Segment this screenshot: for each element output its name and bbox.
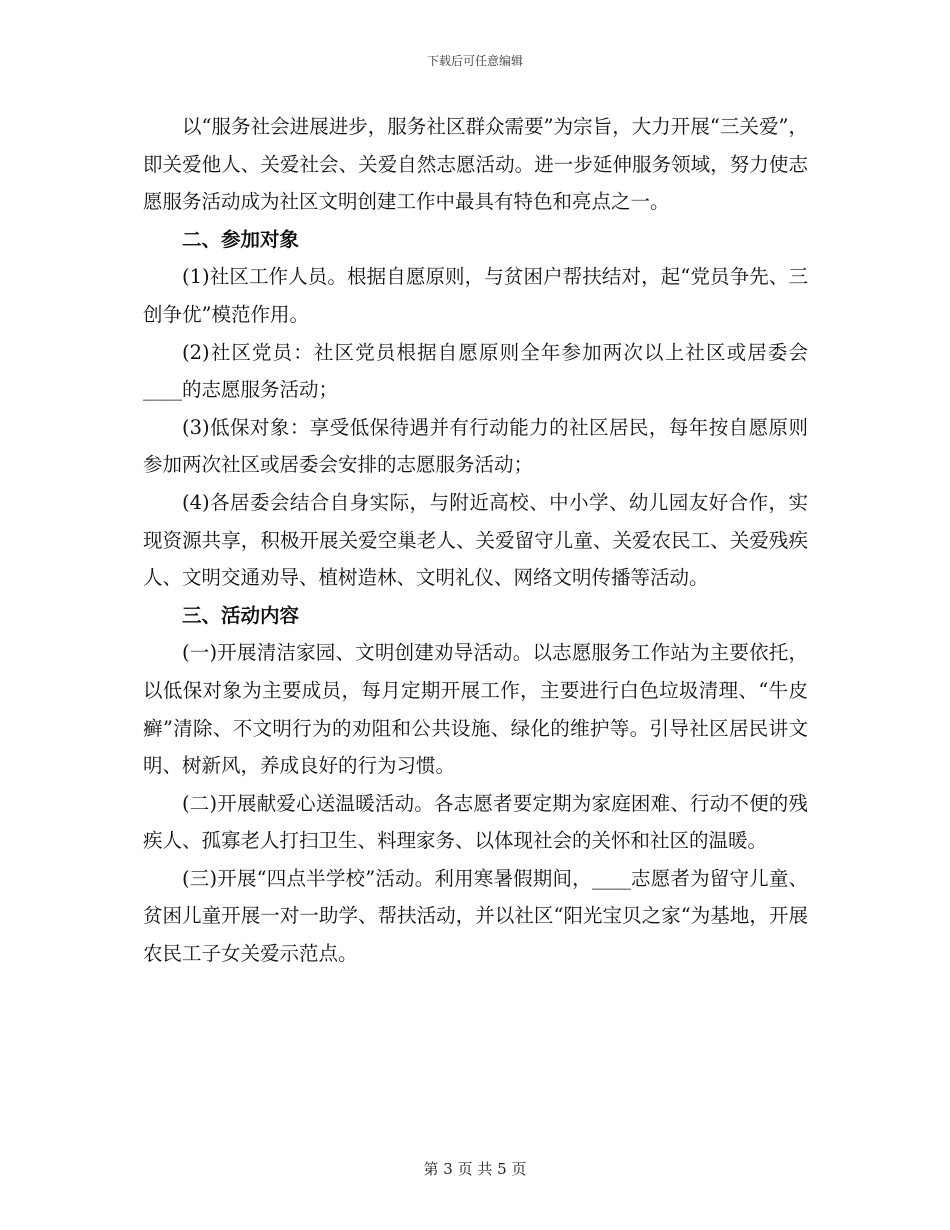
page-number: 第 3 页 共 5 页: [423, 1160, 527, 1178]
participant-item-2: (2)社区党员：社区党员根据自愿原则全年参加两次以上社区或居委会____的志愿服务活动；: [143, 340, 808, 402]
participant-item-1: (1)社区工作人员。根据自愿原则，与贫困户帮扶结对，起“党员争先、三创争优”模范作用。: [143, 265, 808, 326]
section-heading-activities: 三、活动内容: [182, 603, 300, 627]
intro-paragraph: 以“服务社会进展进步，服务社区群众需要”为宗旨，大力开展“三关爱”，即关爱他人、关爱社会、关爱自然志愿活动。进一步延伸服务领域，努力使志愿服务活动成为社区文明创建工作中最具有特色和亮点之一。: [143, 115, 808, 214]
section-heading-participants: 二、参加对象: [182, 227, 300, 251]
participant-item-3: (3)低保对象：享受低保待遇并有行动能力的社区居民，每年按自愿原则参加两次社区或居委会安排的志愿服务活动；: [143, 415, 808, 477]
activity-item-2: (二)开展献爱心送温暖活动。各志愿者要定期为家庭困难、行动不便的残疾人、孤寡老人打扫卫生、料理家务、以体现社会的关怀和社区的温暖。: [143, 791, 808, 853]
document-body: [143, 108, 808, 973]
activity-item-3: (三)开展“四点半学校”活动。利用寒暑假期间，____志愿者为留守儿童、贫困儿童开展一对一助学、帮扶活动，并以社区“阳光宝贝之家“为基地，开展农民工子女关爱示范点。: [143, 866, 808, 966]
activity-item-1: (一)开展清洁家园、文明创建劝导活动。以志愿服务工作站为主要依托，以低保对象为主要成员，每月定期开展工作，主要进行白色垃圾清理、“牛皮癣”清除、不文明行为的劝阻和公共设施、绿化的维护等。引导社区居民讲文明、树新风，养成良好的行为习惯。: [143, 641, 808, 778]
page-header-note: 下载后可任意编辑: [426, 54, 523, 68]
participant-item-4: (4)各居委会结合自身实际，与附近高校、中小学、幼儿园友好合作，实现资源共享，积极开展关爱空巢老人、关爱留守儿童、关爱农民工、关爱残疾人、文明交通劝导、植树造林、文明礼仪、网络文明传播等活动。: [143, 490, 808, 590]
